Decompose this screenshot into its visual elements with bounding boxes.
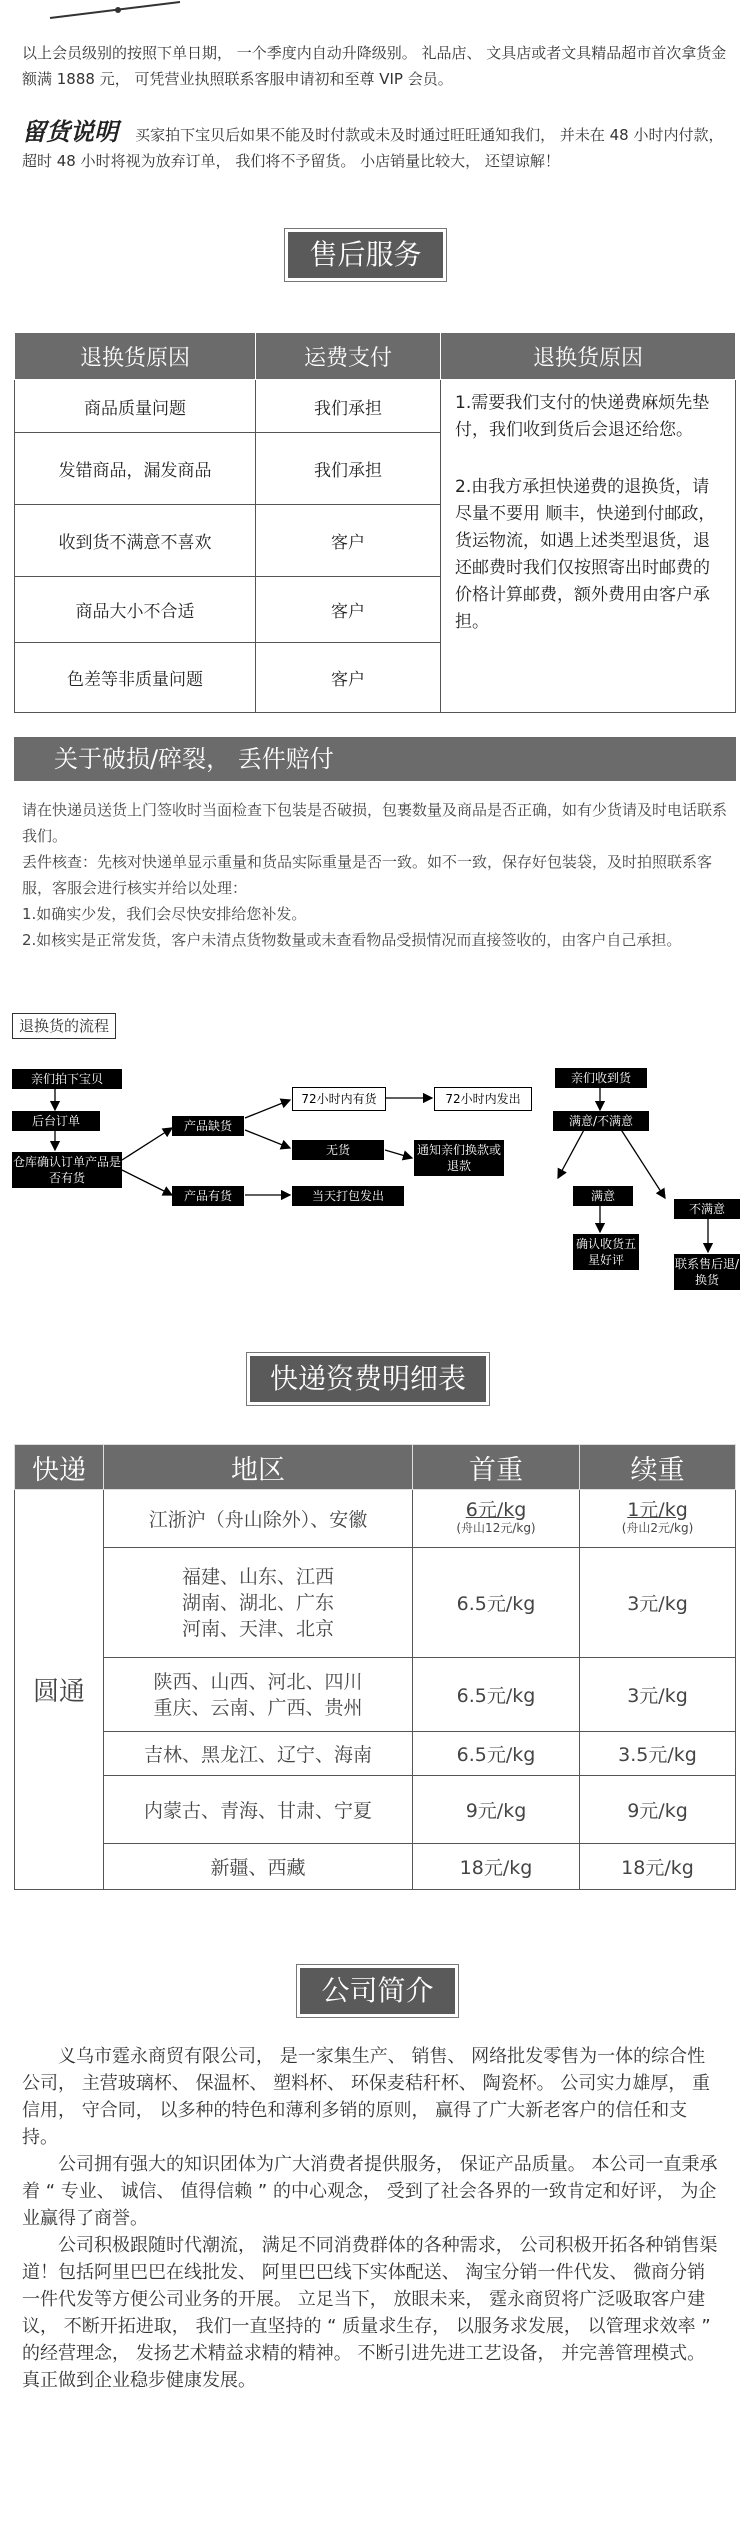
header-reason: 退换货原因 bbox=[15, 333, 256, 380]
flow-step-place-order: 亲们拍下宝贝 bbox=[12, 1069, 122, 1089]
return-flow-title: 退换货的流程 bbox=[12, 1013, 116, 1039]
region-cell: 陕西、山西、河北、四川 重庆、云南、广西、贵州 bbox=[104, 1658, 413, 1732]
header-pay: 运费支付 bbox=[256, 333, 441, 380]
company-paragraph: 公司拥有强大的知识团体为广大消费者提供服务， 保证产品质量。 本公司一直秉承着 “ 专业、 诚信、 值得信赖 ” 的中心观念， 受到了社会各界的一致肯定和好评， 为企业赢得了商誉。 bbox=[22, 2154, 718, 2229]
row-pay: 我们承担 bbox=[256, 380, 441, 433]
flow-step-stock-72h: 72小时内有货 bbox=[292, 1087, 386, 1111]
first-weight-value: 6.5元/kg bbox=[413, 1548, 580, 1658]
first-weight-value: 6.5元/kg bbox=[413, 1732, 580, 1776]
flow-step-ship-72h: 72小时内发出 bbox=[434, 1087, 532, 1111]
return-note-2: 2.由我方承担快递费的退换货，请尽量不要用 顺丰，快递到付邮政，货运物流，如遇上述类型退货，退还邮费时我们仅按照寄出时邮费的价格计算邮费，额外费用由客户承担。 bbox=[455, 477, 716, 632]
first-weight-value: 6.5元/kg bbox=[413, 1658, 580, 1732]
extra-weight-note: (舟山2元/kg) bbox=[621, 1520, 694, 1535]
flow-step-out-of-stock: 产品缺货 bbox=[172, 1116, 244, 1136]
region-cell: 内蒙古、青海、甘肃、宁夏 bbox=[104, 1776, 413, 1844]
extra-weight-value: 9元/kg bbox=[580, 1776, 736, 1844]
flow-step-satisfied-check: 满意/不满意 bbox=[553, 1111, 649, 1131]
flow-step-received: 亲们收到货 bbox=[555, 1068, 647, 1088]
flow-step-in-stock: 产品有货 bbox=[172, 1186, 244, 1206]
region-cell: 新疆、西藏 bbox=[104, 1844, 413, 1890]
header-reason-note: 退换货原因 bbox=[441, 333, 736, 380]
row-reason: 商品大小不合适 bbox=[15, 577, 256, 643]
row-pay: 客户 bbox=[256, 643, 441, 713]
first-weight-value: 6元/kg bbox=[465, 1498, 527, 1521]
shipping-banner: 快递资费明细表 bbox=[247, 1353, 489, 1405]
hold-title: 留货说明 bbox=[22, 118, 118, 146]
first-weight-value: 18元/kg bbox=[413, 1844, 580, 1890]
extra-weight-value: 1元/kg bbox=[627, 1498, 688, 1521]
row-pay: 我们承担 bbox=[256, 433, 441, 505]
hold-text: 买家拍下宝贝后如果不能及时付款或未及时通过旺旺通知我们， 并未在 48 小时内付款， 超时 48 小时将视为放弃订单， 我们将不予留货。 小店销量比较大， 还望谅解！ bbox=[22, 126, 724, 170]
extra-weight-value: 3元/kg bbox=[580, 1548, 736, 1658]
damage-paragraph: 请在快递员送货上门签收时当面检查下包装是否破损，包裹数量及商品是否正确，如有少货请及时电话联系我们。 bbox=[22, 801, 728, 845]
row-pay: 客户 bbox=[256, 577, 441, 643]
damage-section-title: 关于破损/碎裂， 丢件赔付 bbox=[14, 737, 736, 781]
row-reason: 色差等非质量问题 bbox=[15, 643, 256, 713]
extra-weight-value: 3.5元/kg bbox=[580, 1732, 736, 1776]
company-intro bbox=[22, 2043, 722, 2394]
header-extra-weight: 续重 bbox=[580, 1445, 736, 1490]
hold-notice bbox=[22, 112, 728, 174]
flow-step-check-stock: 仓库确认订单产品是否有货 bbox=[12, 1152, 122, 1188]
flow-step-confirm-review: 确认收货五星好评 bbox=[573, 1234, 639, 1270]
damage-paragraph: 2.如核实是正常发货，客户未清点货物数量或未查看物品受损情况而直接签收的，由客户自己承担。 bbox=[22, 931, 682, 949]
company-paragraph: 义乌市霆永商贸有限公司， 是一家集生产、 销售、 网络批发零售为一体的综合性公司， 主营玻璃杯、 保温杯、 塑料杯、 环保麦秸秆杯、 陶瓷杯。 公司实力雄厚， 重信用， 守合同， 以多种的特色和薄利多销的原则， 赢得了广大新老客户的信任和支持。 bbox=[22, 2046, 711, 2148]
row-reason: 发错商品，漏发商品 bbox=[15, 433, 256, 505]
header-region: 地区 bbox=[104, 1445, 413, 1490]
extra-weight-value: 3元/kg bbox=[580, 1658, 736, 1732]
member-level-text: 以上会员级别的按照下单日期， 一个季度内自动升降级别。 礼品店、 文具店或者文具精品超市首次拿货金额满 1888 元， 可凭营业执照联系客服申请初和至尊 VIP 会员。 bbox=[22, 44, 727, 88]
return-note-1: 1.需要我们支付的快递费麻烦先垫付，我们收到货后会退还给您。 bbox=[455, 393, 710, 440]
flow-step-backend-order: 后台订单 bbox=[12, 1111, 100, 1131]
flow-step-unsatisfied: 不满意 bbox=[674, 1199, 740, 1219]
header-courier: 快递 bbox=[15, 1445, 104, 1490]
region-cell: 江浙沪（舟山除外）、安徽 bbox=[104, 1490, 413, 1548]
first-weight-cell bbox=[413, 1490, 580, 1548]
damage-paragraph: 1.如确实少发，我们会尽快安排给您补发。 bbox=[22, 905, 307, 923]
extra-weight-cell bbox=[580, 1490, 736, 1548]
first-weight-note: (舟山12元/kg) bbox=[456, 1520, 536, 1535]
header-first-weight: 首重 bbox=[413, 1445, 580, 1490]
row-reason: 收到货不满意不喜欢 bbox=[15, 505, 256, 577]
top-decoration bbox=[0, 0, 750, 30]
shipping-table bbox=[14, 1444, 736, 1890]
after-sales-banner: 售后服务 bbox=[285, 229, 446, 281]
region-cell: 吉林、黑龙江、辽宁、海南 bbox=[104, 1732, 413, 1776]
flow-step-notify-exchange: 通知亲们换款或退款 bbox=[414, 1140, 504, 1176]
return-notes bbox=[441, 380, 736, 713]
row-reason: 商品质量问题 bbox=[15, 380, 256, 433]
company-paragraph: 公司积极跟随时代潮流， 满足不同消费群体的各种需求， 公司积极开拓各种销售渠道！包括阿里巴巴在线批发、 阿里巴巴线下实体配送、 淘宝分销一件代发、 微商分销一件代发等方便公司业务的开展。 立足当下， 放眼未来， 霆永商贸将广泛吸取客户建议， 不断开拓进取， 我们一直坚持的 “ 质量求生存， 以服务求发展， 以管理求效率 ” 的经营理念， 发扬艺术精益求精的精神。 不断引进先进工艺设备， 并完善管理模式。 真正做到企业稳步健康发展。 bbox=[22, 2235, 718, 2391]
flow-step-contact-aftersales: 联系售后退/换货 bbox=[674, 1254, 740, 1290]
region-cell: 福建、山东、江西 湖南、湖北、广东 河南、天津、北京 bbox=[104, 1548, 413, 1658]
after-sales-table bbox=[14, 332, 736, 713]
flow-step-ship-today: 当天打包发出 bbox=[292, 1186, 404, 1206]
flow-step-no-stock: 无货 bbox=[292, 1140, 384, 1160]
damage-text bbox=[22, 797, 734, 953]
flow-step-satisfied: 满意 bbox=[573, 1186, 633, 1206]
row-pay: 客户 bbox=[256, 505, 441, 577]
extra-weight-value: 18元/kg bbox=[580, 1844, 736, 1890]
company-banner: 公司简介 bbox=[297, 1965, 458, 2017]
first-weight-value: 9元/kg bbox=[413, 1776, 580, 1844]
courier-name: 圆通 bbox=[15, 1490, 104, 1890]
damage-paragraph: 丢件核查：先核对快递单显示重量和货品实际重量是否一致。如不一致，保存好包装袋，及时拍照联系客服，客服会进行核实并给以处理： bbox=[22, 853, 713, 897]
